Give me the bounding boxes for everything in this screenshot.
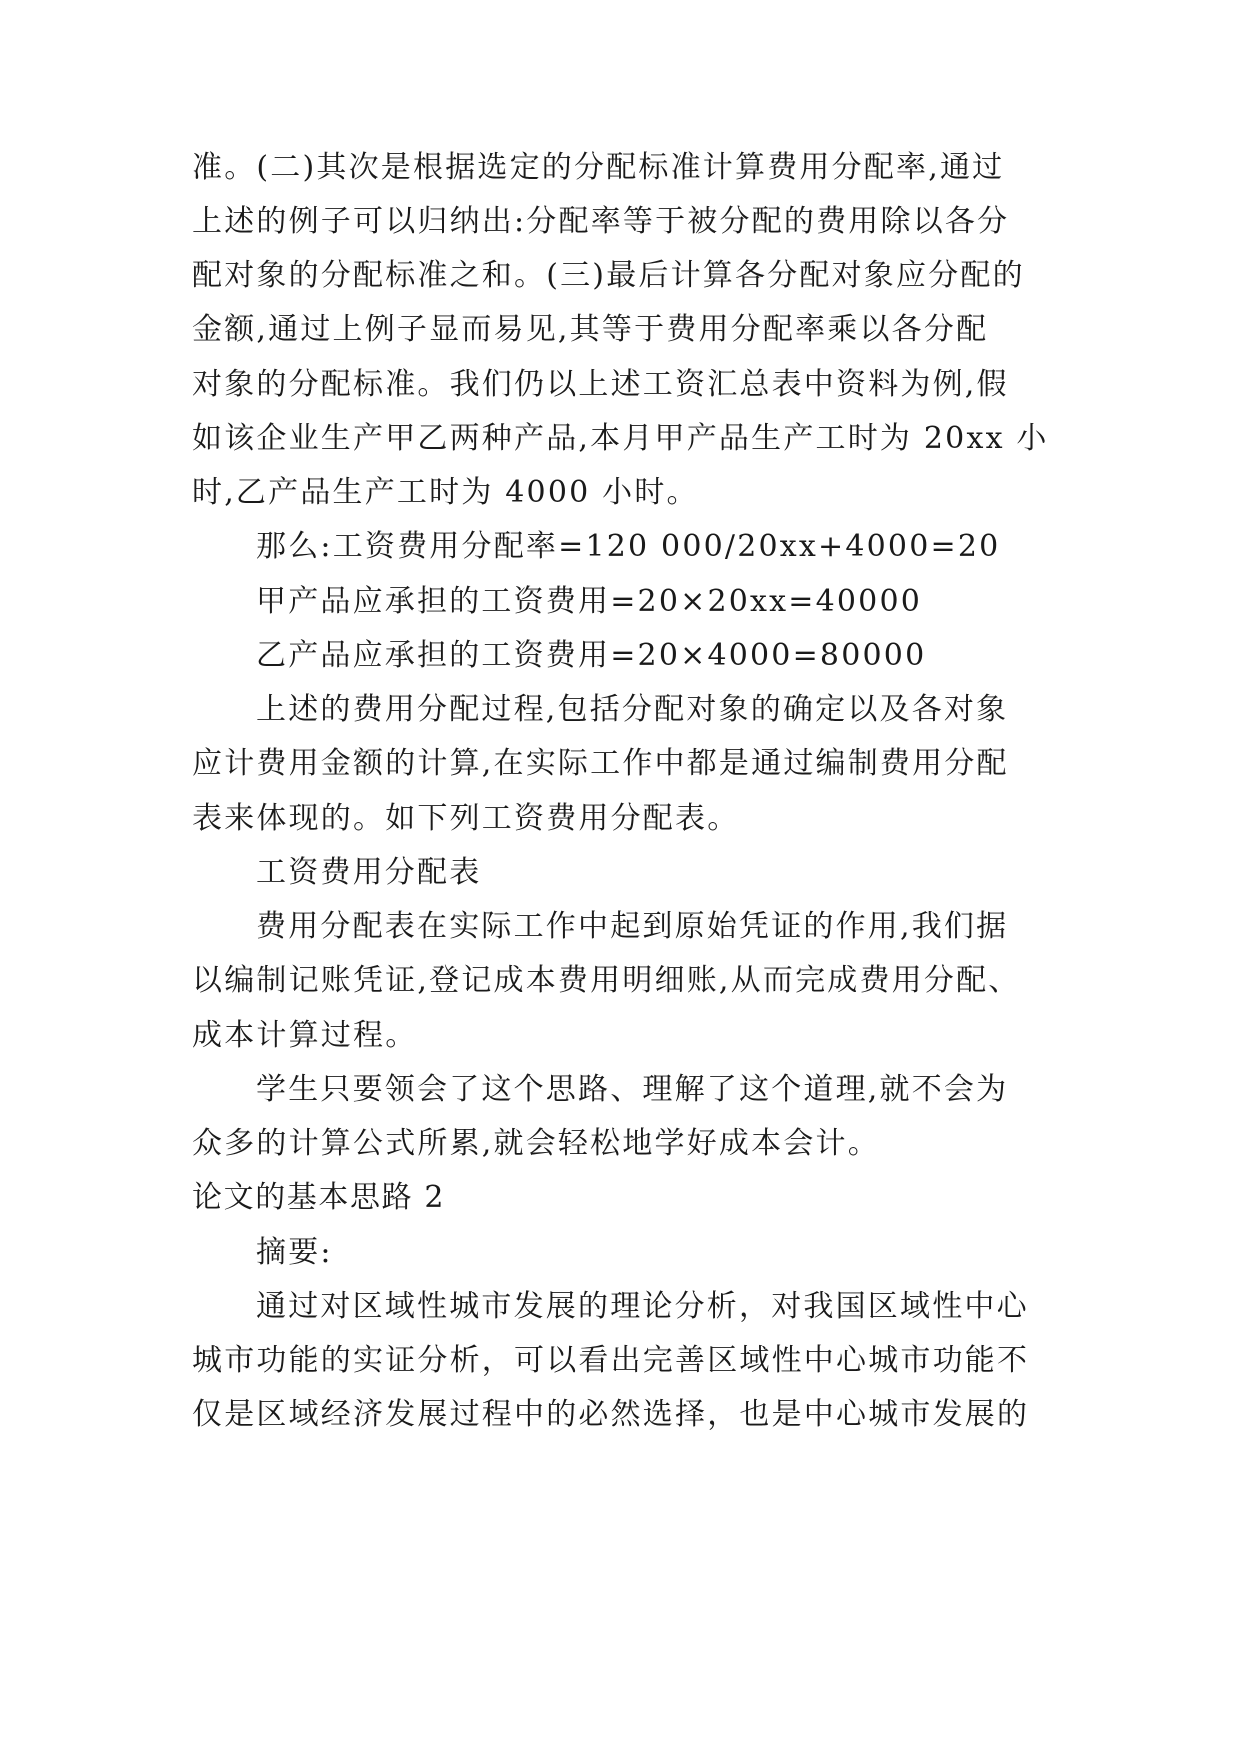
paragraph-line: 应计费用金额的计算,在实际工作中都是通过编制费用分配 [192,746,1009,781]
paragraph-line: 以编制记账凭证,登记成本费用明细账,从而完成费用分配、 [192,963,1021,998]
section-heading: 论文的基本思路 2 [192,1180,446,1215]
paragraph-line: 如该企业生产甲乙两种产品,本月甲产品生产工时为 20xx 小 [192,421,1049,456]
formula-line: 乙产品应承担的工资费用=20×4000=80000 [256,638,927,673]
paragraph-line: 通过对区域性城市发展的理论分析，对我国区域性中心 [256,1289,1029,1324]
paragraph-line: 配对象的分配标准之和。(三)最后计算各分配对象应分配的 [192,258,1025,293]
formula-line: 那么:工资费用分配率=120 000/20xx+4000=20 [256,529,1001,564]
abstract-label: 摘要: [256,1235,333,1270]
paragraph-line: 上述的例子可以归纳出:分配率等于被分配的费用除以各分 [192,204,1010,239]
paragraph-line: 时,乙产品生产工时为 4000 小时。 [192,475,699,510]
paragraph-line: 对象的分配标准。我们仍以上述工资汇总表中资料为例,假 [192,367,1009,402]
paragraph-line: 金额,通过上例子显而易见,其等于费用分配率乘以各分配 [192,312,989,347]
paragraph-line: 表来体现的。如下列工资费用分配表。 [192,801,740,836]
paragraph-line: 众多的计算公式所累,就会轻松地学好成本会计。 [192,1126,880,1161]
formula-line: 甲产品应承担的工资费用=20×20xx=40000 [256,584,923,619]
paragraph-line: 成本计算过程。 [192,1018,418,1053]
paragraph-line: 准。(二)其次是根据选定的分配标准计算费用分配率,通过 [192,150,1005,185]
paragraph-line: 费用分配表在实际工作中起到原始凭证的作用,我们据 [256,909,1009,944]
paragraph-line: 上述的费用分配过程,包括分配对象的确定以及各对象 [256,692,1009,727]
table-caption: 工资费用分配表 [256,855,482,890]
paragraph-line: 仅是区域经济发展过程中的必然选择，也是中心城市发展的 [192,1397,1030,1432]
paragraph-line: 城市功能的实证分析，可以看出完善区域性中心城市功能不 [192,1343,1030,1378]
paragraph-line: 学生只要领会了这个思路、理解了这个道理,就不会为 [256,1072,1009,1107]
